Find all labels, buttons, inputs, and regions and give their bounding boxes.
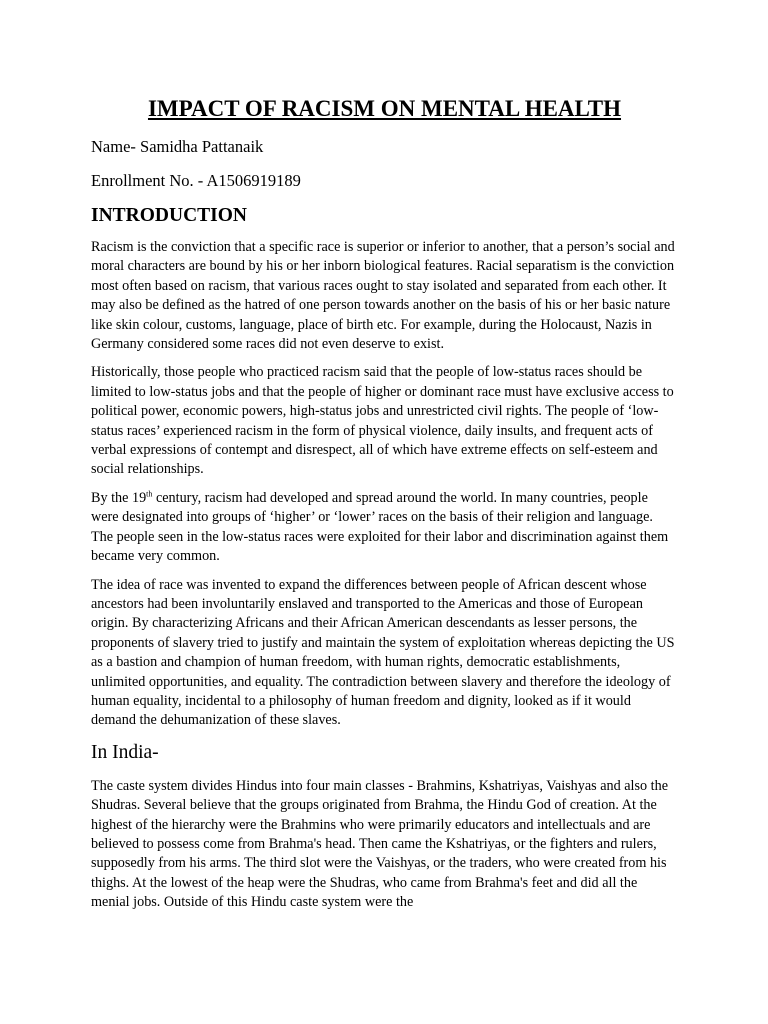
enrollment-number: Enrollment No. - A1506919189	[91, 171, 301, 190]
author-name: Name- Samidha Pattanaik	[91, 137, 264, 156]
page-title: IMPACT OF RACISM ON MENTAL HEALTH	[147, 96, 622, 121]
document-body	[91, 94, 678, 922]
india-heading: In India-	[91, 741, 159, 763]
paragraph-19th-century-rest: century, racism had developed and spread around the world. In many countries, people were designated into groups of ‘higher’ or ‘lower’ races on the basis of their religion and language. The people seen in the low-status races were exploited for their labor and discrimination against them became very common.	[91, 489, 669, 565]
superscript-th: th	[146, 489, 153, 499]
paragraph-history: Historically, those people who practiced racism said that the people of low-status races should be limited to low-status jobs and that the people of higher or dominant race must have exclusive access to political power, economic powers, high-status jobs and unrestricted civil rights. The people of ‘low-status races’ experienced racism in the form of physical violence, daily insults, and frequent acts of verbal expressions of contempt and disrespect, all of which have extreme effects on self-esteem and social relationships.	[91, 364, 674, 478]
paragraph-race-idea: The idea of race was invented to expand the differences between people of African descent whose ancestors had been involuntarily enslaved and transported to the Americas and those of European origin. By characterizing Africans and their African American descendants as lesser persons, the proponents of slavery tried to justify and maintain the system of exploitation whereas depicting the US as a bastion and champion of human freedom, with human rights, democratic establishments, unlimited opportunities, and equality. The contradiction between slavery and therefore the ideology of human equality, incidental to a philosophy of human freedom and dignity, looked as if it would demand the dehumanization of these slaves.	[91, 576, 675, 729]
paragraph-caste-system: The caste system divides Hindus into four main classes - Brahmins, Kshatriyas, Vaishyas and also the Shudras. Several believe that the groups originated from Brahma, the Hindu God of creation. At the highest of the hierarchy were the Brahmins who were primarily educators and intellectuals and are believed to possess come from Brahma's head. Then came the Kshatriyas, or the fighters and rulers, supposedly from his arms. The third slot were the Vaishyas, or the traders, who were created from his thighs. At the lowest of the heap were the Shudras, who came from Brahma's feet and did all the menial jobs. Outside of this Hindu caste system were the	[91, 777, 668, 911]
introduction-heading: INTRODUCTION	[91, 205, 248, 226]
paragraph-19th-century	[91, 489, 678, 567]
paragraph-19th-century-start: By the 19	[91, 489, 147, 506]
paragraph-definition: Racism is the conviction that a specific race is superior or inferior to another, that a person’s social and moral characters are bound by his or her inborn biological features. Racial separatism is the conviction most often based on racism, that various races ought to stay isolated and separated from each other. It may also be defined as the hatred of one person towards another on the basis of his or her basic nature like skin colour, customs, language, place of birth etc. For example, during the Holocaust, Nazis in Germany considered some races did not even deserve to exist.	[91, 239, 675, 353]
